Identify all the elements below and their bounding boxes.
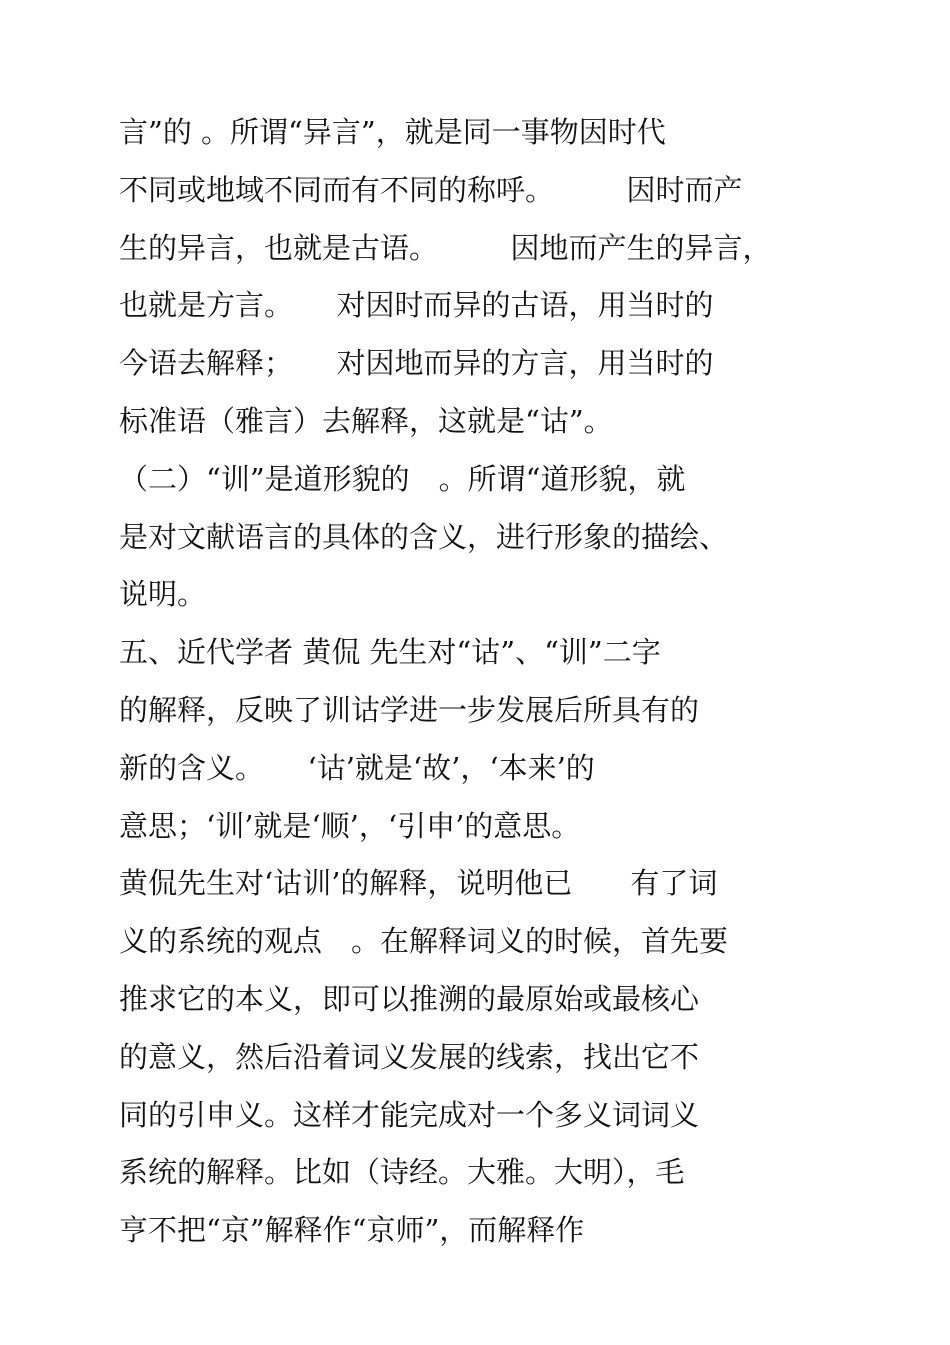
text-line: 不同或地域不同而有不同的称呼。 因时而产: [119, 172, 743, 207]
text-line: 也就是方言。 对因时而异的古语，用当时的: [119, 288, 714, 323]
text-line: 是对文献语言的具体的含义，进行形象的描绘、: [119, 519, 729, 554]
text-line: 的解释，反映了训诂学进一步发展后所具有的: [119, 692, 700, 727]
text-line: 标准语（雅言）去解释，这就是“诂”。: [119, 403, 613, 438]
text-line: 的意义，然后沿着词义发展的线索，找出它不: [119, 1039, 700, 1074]
text-line: （二）“训”是道形貌的 。所谓“道形貌，就: [119, 461, 686, 496]
text-body: [119, 104, 839, 1260]
text-line: 说明。: [119, 577, 207, 612]
text-line: 推求它的本义，即可以推溯的最原始或最核心: [119, 981, 700, 1016]
text-line: 系统的解释。比如（诗经。大雅。大明），毛: [119, 1155, 685, 1190]
text-line: 亨不把“京”解释作“京师”，而解释作: [119, 1213, 585, 1248]
text-line: 意思；‘训’就是‘顺’，‘引申’的意思。: [119, 808, 581, 843]
text-line: 生的异言，也就是古语。 因地而产生的异言，: [119, 230, 772, 265]
text-line: 黄侃先生对‘诂训’的解释，说明他已 有了词: [119, 866, 718, 901]
text-line: 言”的 。所谓“异言”，就是同一事物因时代: [119, 115, 666, 149]
text-line: 五、近代学者 黄侃 先生对“诂”、“训”二字: [119, 635, 661, 670]
text-line: 义的系统的观点 。在解释词义的时候，首先要: [119, 924, 729, 959]
text-line: 今语去解释； 对因地而异的方言，用当时的: [119, 346, 714, 381]
text-line: 同的引申义。这样才能完成对一个多义词词义: [119, 1097, 700, 1132]
text-line: 新的含义。 ‘诂’就是‘故’，‘本来’的: [119, 750, 595, 785]
